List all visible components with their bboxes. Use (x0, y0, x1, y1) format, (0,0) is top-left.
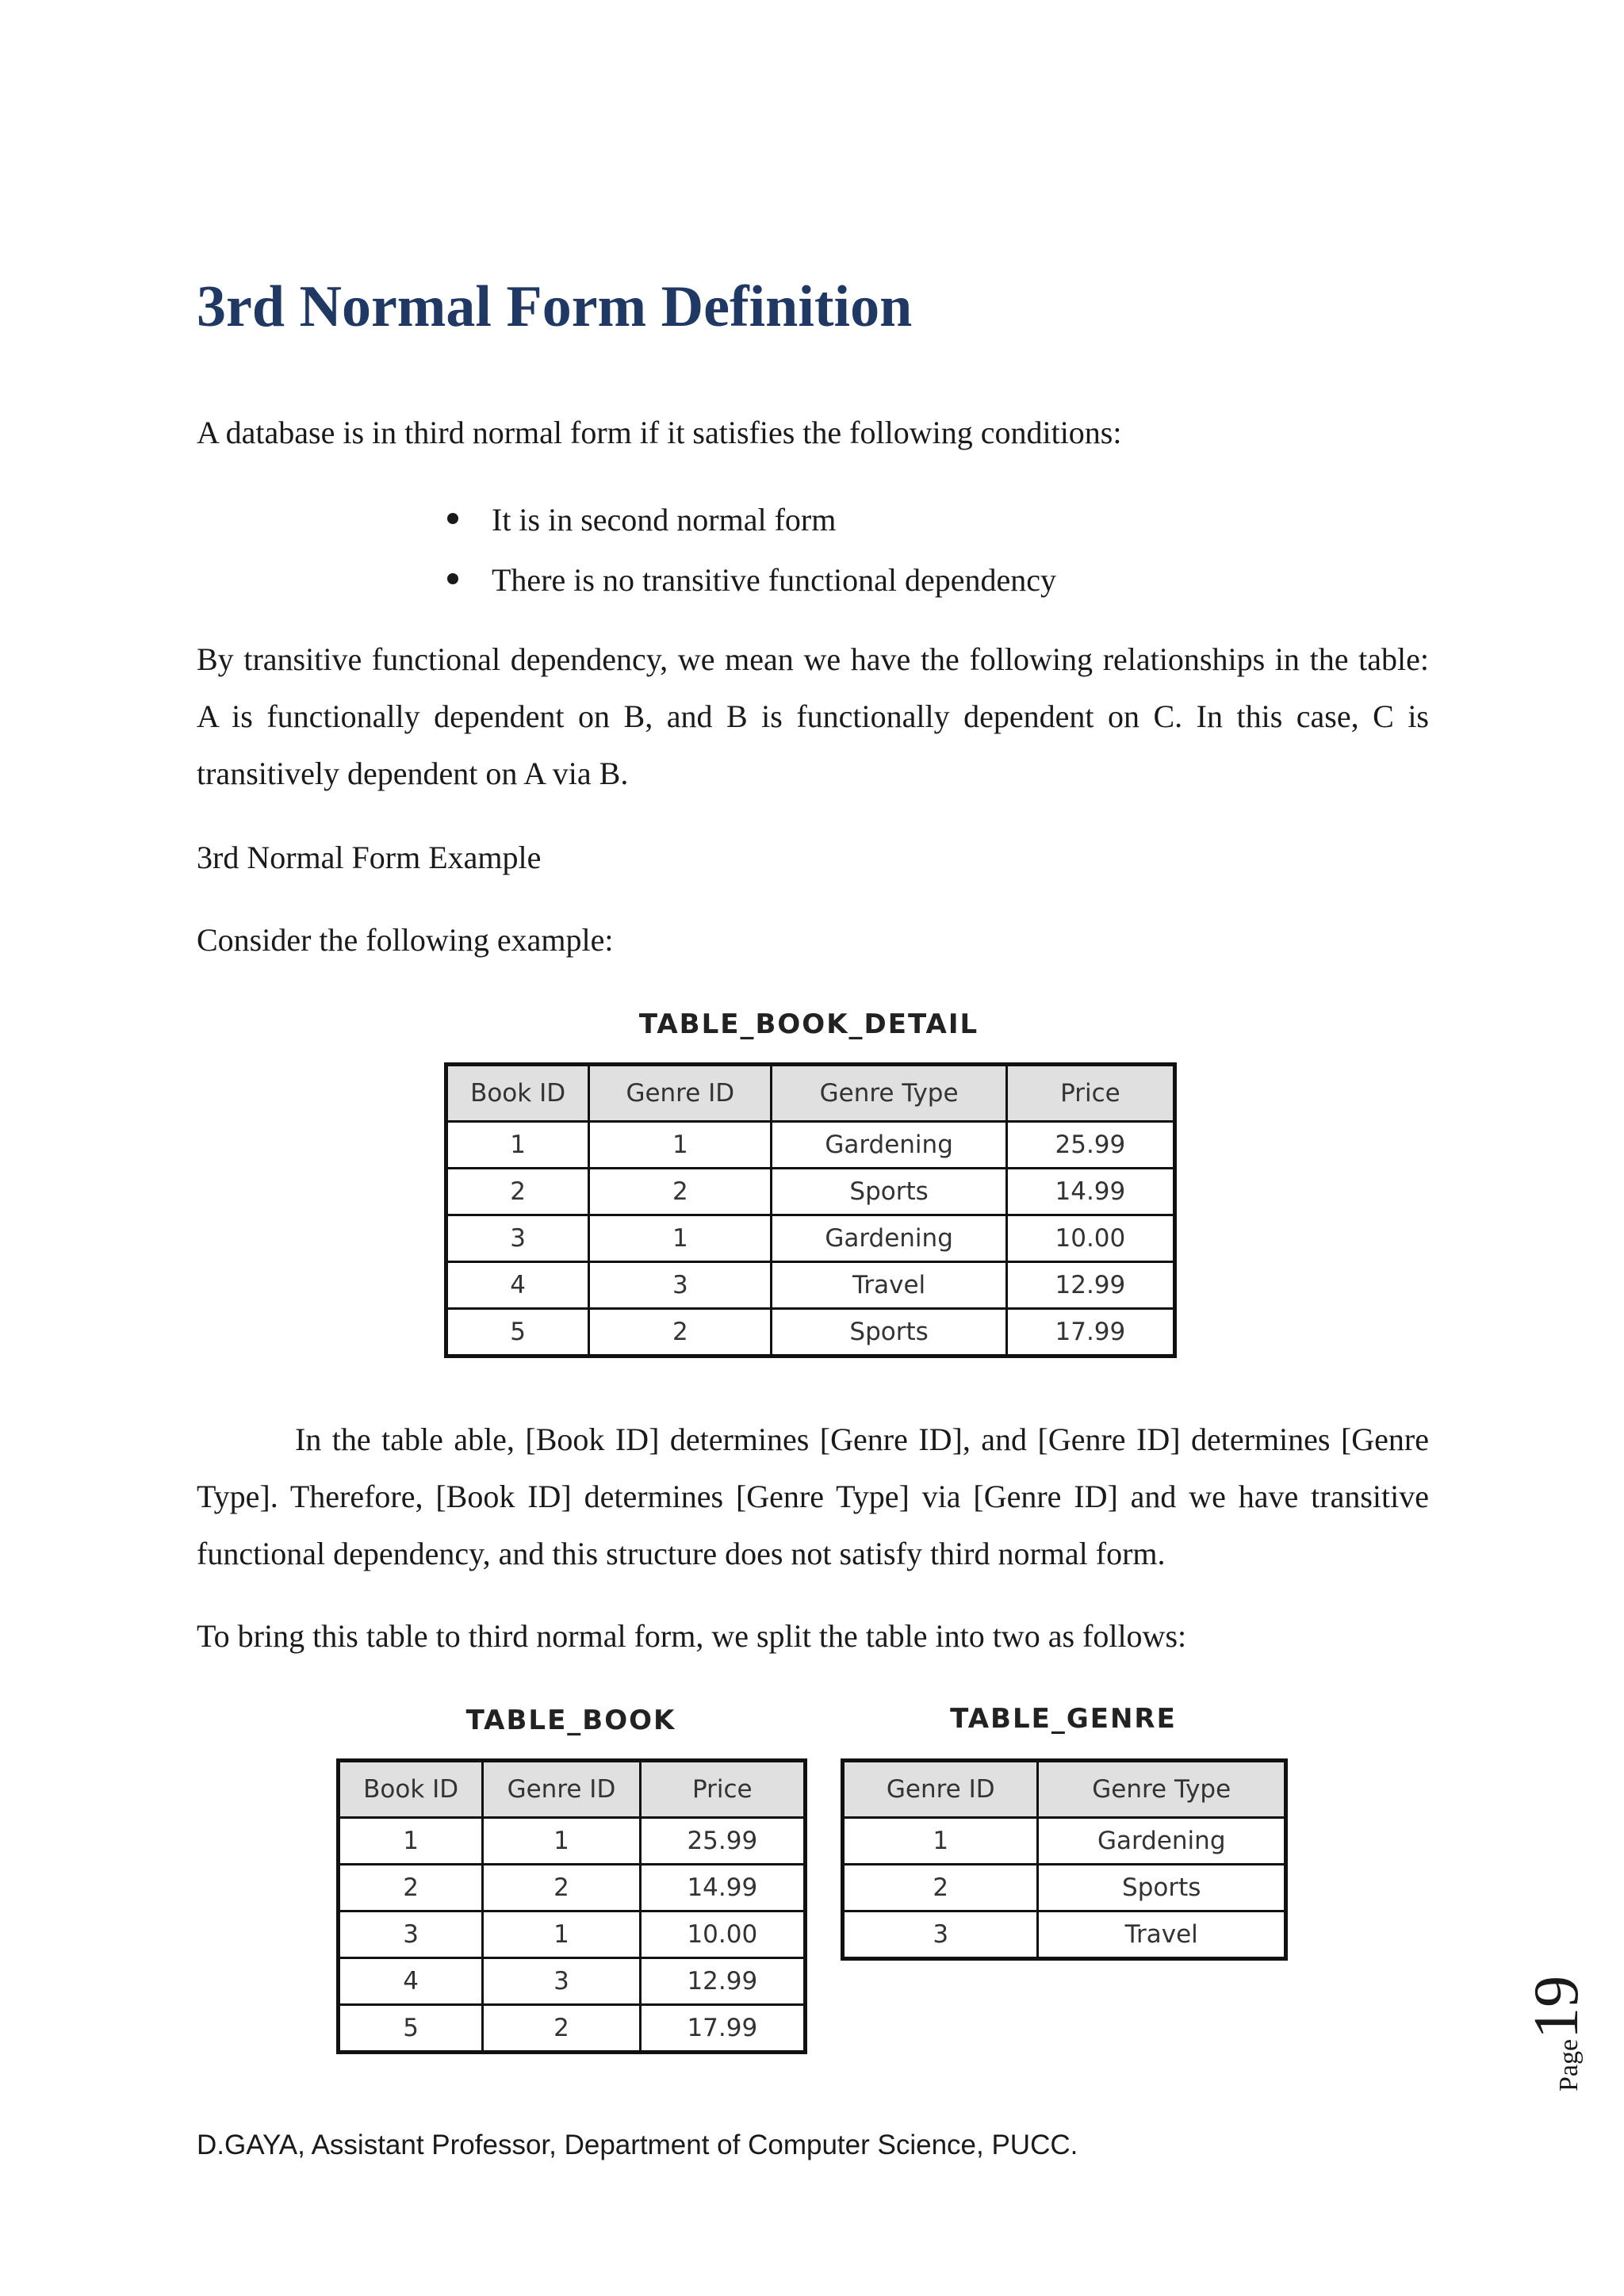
table-cell: 3 (843, 1911, 1038, 1959)
column-header: Book ID (446, 1065, 589, 1122)
table-row (339, 2005, 806, 2053)
table-cell: 3 (483, 1958, 640, 2005)
table-cell: Sports (1038, 1865, 1286, 1911)
table-cell: 1 (446, 1122, 589, 1169)
table-row (446, 1122, 1175, 1169)
conditions-list (428, 490, 1056, 610)
column-header: Genre Type (1038, 1761, 1286, 1818)
table-cell: 2 (589, 1309, 772, 1357)
table-cell: 17.99 (1006, 1309, 1174, 1357)
table-cell: Travel (1038, 1911, 1286, 1959)
table-cell: 1 (483, 1911, 640, 1958)
consider-paragraph: Consider the following example: (197, 922, 614, 958)
table-book-title: TABLE_BOOK (465, 1705, 676, 1736)
transitive-explanation: By transitive functional dependency, we mean we have the following relationships in the table: A is functionally dependent on B, and B is functionally dependent on C. In this case, C is transitively dependent on A via B. (197, 641, 1429, 791)
table-cell: 1 (483, 1818, 640, 1865)
table-row (843, 1818, 1286, 1865)
column-header: Genre Type (772, 1065, 1006, 1122)
table-cell: 1 (339, 1818, 483, 1865)
table-header-row (446, 1065, 1175, 1122)
column-header: Genre ID (483, 1761, 640, 1818)
table-book (336, 1758, 807, 2054)
table-cell: 1 (589, 1122, 772, 1169)
table-cell: 4 (446, 1262, 589, 1309)
list-item (428, 550, 1056, 610)
table-cell: 2 (843, 1865, 1038, 1911)
page-title: 3rd Normal Form Definition (197, 274, 913, 339)
table-cell: 2 (483, 2005, 640, 2053)
table-cell: 12.99 (1006, 1262, 1174, 1309)
table-row (339, 1958, 806, 2005)
bullet-icon (447, 573, 458, 584)
analysis-paragraph: In the table able, [Book ID] determines [Genre ID], and [Genre ID] determines [Genre Type]. Therefore, [Book ID] determines [Genre Type] via [Genre ID] and we have transitive functional dependency, and this structure does not satisfy third normal form. (197, 1422, 1429, 1571)
table-cell: 25.99 (640, 1818, 805, 1865)
table-row (446, 1215, 1175, 1262)
page-number: 19 (1522, 1975, 1591, 2039)
intro-paragraph: A database is in third normal form if it satisfies the following conditions: (197, 415, 1122, 450)
column-header: Price (640, 1761, 805, 1818)
table-cell: Travel (772, 1262, 1006, 1309)
table-cell: Sports (772, 1309, 1006, 1357)
table-cell: 10.00 (640, 1911, 805, 1958)
table-header-row (339, 1761, 806, 1818)
table-row (446, 1169, 1175, 1215)
table-cell: 10.00 (1006, 1215, 1174, 1262)
table-cell: 3 (446, 1215, 589, 1262)
column-header: Book ID (339, 1761, 483, 1818)
table-book-detail-title: TABLE_BOOK_DETAIL (638, 1008, 979, 1040)
table-cell: 14.99 (640, 1865, 805, 1911)
table-row (339, 1818, 806, 1865)
table-cell: 5 (446, 1309, 589, 1357)
split-paragraph: To bring this table to third normal form, we split the table into two as follows: (197, 1618, 1187, 1654)
table-book-detail (444, 1062, 1177, 1358)
column-header: Genre ID (589, 1065, 772, 1122)
page-label: Page (1554, 2038, 1584, 2091)
table-cell: Gardening (772, 1215, 1006, 1262)
example-title: 3rd Normal Form Example (197, 840, 542, 875)
table-row (843, 1911, 1286, 1959)
table-row (843, 1865, 1286, 1911)
bullet-icon (447, 513, 458, 524)
table-cell: 2 (589, 1169, 772, 1215)
table-cell: 17.99 (640, 2005, 805, 2053)
table-cell: 1 (589, 1215, 772, 1262)
list-item (428, 490, 1056, 550)
table-genre (841, 1758, 1288, 1961)
table-row (446, 1309, 1175, 1357)
column-header: Genre ID (843, 1761, 1038, 1818)
table-cell: Gardening (772, 1122, 1006, 1169)
table-cell: 4 (339, 1958, 483, 2005)
table-cell: 2 (483, 1865, 640, 1911)
page-number-block (1513, 1958, 1608, 2101)
table-row (446, 1262, 1175, 1309)
table-cell: 25.99 (1006, 1122, 1174, 1169)
table-cell: 3 (589, 1262, 772, 1309)
table-cell: 1 (843, 1818, 1038, 1865)
table-cell: 2 (446, 1169, 589, 1215)
table-row (339, 1911, 806, 1958)
table-cell: 3 (339, 1911, 483, 1958)
table-cell: Gardening (1038, 1818, 1286, 1865)
table-cell: 14.99 (1006, 1169, 1174, 1215)
table-cell: 5 (339, 2005, 483, 2053)
footer-credit: D.GAYA, Assistant Professor, Department of Computer Science, PUCC. (197, 2130, 1078, 2160)
column-header: Price (1006, 1065, 1174, 1122)
table-genre-title: TABLE_GENRE (950, 1703, 1177, 1735)
table-cell: 12.99 (640, 1958, 805, 2005)
table-cell: Sports (772, 1169, 1006, 1215)
table-cell: 2 (339, 1865, 483, 1911)
table-row (339, 1865, 806, 1911)
condition-text: There is no transitive functional dependency (492, 562, 1056, 598)
condition-text: It is in second normal form (492, 502, 837, 538)
table-header-row (843, 1761, 1286, 1818)
